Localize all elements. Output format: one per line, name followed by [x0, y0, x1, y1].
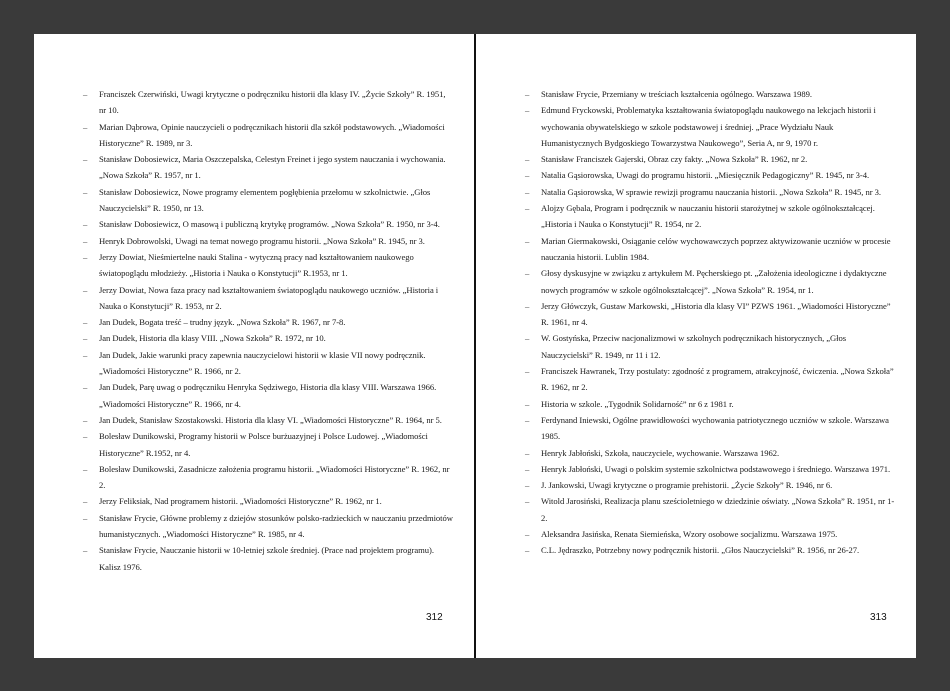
list-dash: –: [525, 235, 530, 246]
list-dash: –: [83, 219, 88, 230]
list-dash: –: [83, 186, 88, 197]
bibliography-entry: [83, 282, 453, 315]
entry-text: Marian Dąbrowa, Opinie nauczycieli o podręcznikach historii dla szkół podstawowych. „Wiadomości Historyczne” R. 1989, nr 3.: [99, 121, 445, 148]
bibliography-list-left: [83, 86, 453, 575]
entry-text: Bolesław Dunikowski, Programy historii w Polsce burżuazyjnej i Polsce Ludowej. „Wiadomości Historyczne” R.1952, nr 4.: [99, 431, 428, 458]
bibliography-entry: [83, 347, 453, 380]
entry-text: Jan Dudek, Parę uwag o podręczniku Henryka Sędziwego, Historia dla klasy VIII. Warszawa 1966. „Wiadomości Historyczne” R. 1966, nr 4.: [99, 382, 437, 409]
bibliography-entry: [525, 412, 895, 445]
entry-text: Jerzy Główczyk, Gustaw Markowski, „Historia dla klasy VI” PZWS 1961. „Wiadomości Historyczne” R. 1961, nr 4.: [541, 300, 891, 328]
list-dash: –: [525, 300, 530, 311]
list-dash: –: [525, 333, 530, 344]
bibliography-entry: [83, 330, 453, 346]
entry-text: W. Gostyńska, Przeciw nacjonalizmowi w szkolnych podręcznikach historycznych, „Głos Nauczycielski” R. 1949, nr 11 i 12.: [541, 333, 847, 360]
list-dash: –: [525, 545, 530, 556]
list-dash: –: [83, 235, 88, 246]
bibliography-entry: [83, 233, 453, 249]
bibliography-entry: [83, 314, 453, 330]
entry-text: Henryk Jabłoński, Uwagi o polskim systemie szkolnictwa podstawowego i średniego. Warszawa 1971.: [541, 463, 891, 474]
entry-text: Natalia Gąsiorowska, W sprawie rewizji programu nauczania historii. „Nowa Szkoła” R. 1945, nr 3.: [541, 186, 881, 197]
list-dash: –: [83, 496, 88, 507]
bibliography-entry: [525, 477, 895, 493]
right-page: [476, 34, 916, 658]
entry-text: Aleksandra Jasińska, Renata Siemieńska, Wzory osobowe socjalizmu. Warszawa 1975.: [541, 529, 838, 540]
left-page: [34, 34, 474, 658]
bibliography-entry: [525, 233, 895, 266]
entry-text: Bolesław Dunikowski, Zasadnicze założenia programu historii. „Wiadomości Historyczne” R. 1962, nr 2.: [99, 463, 450, 491]
entry-text: Jerzy Dowiat, Nieśmiertelne nauki Stalina - wytyczną pracy nad kształtowaniem naukowego światopoglądu młodzieży. „Historia i Nauka o Konstytucji” R.1953, nr 1.: [99, 251, 414, 279]
list-dash: –: [525, 105, 530, 116]
list-dash: –: [525, 529, 530, 540]
bibliography-entry: [83, 428, 453, 461]
page-number-right: 313: [870, 612, 887, 623]
list-dash: –: [525, 268, 530, 279]
entry-text: Stanisław Frycie, Główne problemy z dziejów stosunków polsko-radzieckich w nauczaniu przedmiotów humanistycznych. „Wiadomości Historyczne” R. 1985, nr 4.: [99, 512, 453, 540]
list-dash: –: [525, 89, 530, 99]
entry-text: Witold Jarosiński, Realizacja planu sześcioletniego w dziedzinie oświaty. „Nowa Szkoła” R. 1951, nr 1-2.: [541, 496, 895, 523]
list-dash: –: [83, 121, 88, 132]
bibliography-entry: [525, 102, 895, 151]
entry-text: Jan Dudek, Historia dla klasy VIII. „Nowa Szkoła” R. 1972, nr 10.: [99, 333, 326, 344]
bibliography-entry: [525, 542, 895, 558]
entry-text: Natalia Gąsiorowska, Uwagi do programu historii. „Miesięcznik Pedagogiczny” R. 1945, nr 3-4.: [541, 170, 870, 181]
list-dash: –: [83, 431, 88, 442]
page-number-left: 312: [426, 612, 443, 623]
list-dash: –: [525, 496, 530, 507]
entry-text: Stanisław Frycie, Przemiany w treściach kształcenia ogólnego. Warszawa 1989.: [541, 89, 812, 99]
bibliography-entry: [83, 412, 453, 428]
list-dash: –: [83, 512, 88, 523]
list-dash: –: [83, 284, 88, 295]
bibliography-entry: [525, 330, 895, 363]
entry-text: Jerzy Feliksiak, Nad programem historii. „Wiadomości Historyczne” R. 1962, nr 1.: [99, 496, 382, 507]
entry-text: Henryk Dobrowolski, Uwagi na temat nowego programu historii. „Nowa Szkoła” R. 1945, nr 3.: [99, 235, 425, 246]
list-dash: –: [83, 317, 88, 328]
entry-text: Jerzy Dowiat, Nowa faza pracy nad kształtowaniem światopoglądu naukowego uczniów. „Historia i Nauka o Konstytucji” R. 1953, nr 2.: [99, 284, 439, 311]
list-dash: –: [83, 333, 88, 344]
entry-text: Głosy dyskusyjne w związku z artykułem M. Pęcherskiego pt. „Założenia ideologiczne i dydaktyczne nowych programów w szkole ogólnokształcącej”. „Nowa Szkoła” R. 1954, nr 1.: [541, 268, 887, 295]
list-dash: –: [525, 480, 530, 491]
entry-text: Stanisław Dobosiewicz, O masową i publiczną krytykę programów. „Nowa Szkoła” R. 1950, nr 3-4.: [99, 219, 440, 230]
list-dash: –: [525, 186, 530, 197]
entry-text: Jan Dudek, Jakie warunki pracy zapewnia nauczycielowi historii w klasie VII nowy podręcznik. „Wiadomości Historyczne” R. 1966, nr 2.: [99, 349, 426, 377]
list-dash: –: [525, 463, 530, 474]
bibliography-entry: [83, 493, 453, 509]
list-dash: –: [83, 382, 88, 393]
bibliography-entry: [83, 216, 453, 232]
bibliography-entry: [83, 461, 453, 494]
bibliography-entry: [525, 363, 895, 396]
bibliography-entry: [83, 119, 453, 152]
bibliography-entry: [83, 249, 453, 282]
bibliography-entry: [525, 265, 895, 298]
bibliography-entry: [525, 396, 895, 412]
list-dash: –: [83, 154, 88, 165]
bibliography-entry: [525, 151, 895, 167]
entry-text: Stanisław Franciszek Gajerski, Obraz czy fakty. „Nowa Szkoła” R. 1962, nr 2.: [541, 154, 808, 165]
list-dash: –: [525, 154, 530, 165]
entry-text: Stanisław Dobosiewicz, Maria Oszczepalska, Celestyn Freinet i jego system nauczania i wychowania. „Nowa Szkoła” R. 1957, nr 1.: [99, 154, 446, 181]
entry-text: J. Jankowski, Uwagi krytyczne o programie prehistorii. „Życie Szkoły” R. 1946, nr 6.: [541, 480, 833, 491]
entry-text: Alojzy Gębala, Program i podręcznik w nauczaniu historii starożytnej w szkole ogólnokształcącej. „Historia i Nauka o Konstytucji” R. 1954, nr 2.: [541, 203, 875, 230]
list-dash: –: [83, 349, 88, 360]
entry-text: Stanisław Dobosiewicz, Nowe programy elementem pogłębienia przełomu w szkolnictwie. „Głos Nauczycielski” R. 1950, nr 13.: [99, 186, 431, 214]
bibliography-entry: [525, 167, 895, 183]
list-dash: –: [525, 447, 530, 458]
list-dash: –: [83, 545, 88, 556]
list-dash: –: [83, 463, 88, 474]
bibliography-entry: [525, 526, 895, 542]
list-dash: –: [83, 251, 88, 262]
bibliography-entry: [83, 542, 453, 575]
list-dash: –: [525, 170, 530, 181]
entry-text: Henryk Jabłoński, Szkoła, nauczyciele, wychowanie. Warszawa 1962.: [541, 447, 780, 458]
list-dash: –: [83, 414, 88, 425]
list-dash: –: [83, 89, 88, 99]
entry-text: Franciszek Hawranek, Trzy postulaty: zgodność z programem, atrakcyjność, ćwiczenia. „Nowa Szkoła” R. 1962, nr 2.: [541, 366, 894, 393]
bibliography-entry: [525, 184, 895, 200]
bibliography-entry: [525, 493, 895, 526]
bibliography-entry: [83, 184, 453, 217]
bibliography-entry: [525, 461, 895, 477]
entry-text: C.L. Jędraszko, Potrzebny nowy podręcznik historii. „Głos Nauczycielski” R. 1956, nr 26-27.: [541, 545, 860, 556]
list-dash: –: [525, 398, 530, 409]
bibliography-entry: [525, 298, 895, 331]
list-dash: –: [525, 366, 530, 377]
entry-text: Franciszek Czerwiński, Uwagi krytyczne o podręczniku historii dla klasy IV. „Życie Szkoły” R. 1951, nr 10.: [99, 89, 446, 116]
list-dash: –: [525, 414, 530, 425]
bibliography-entry: [525, 200, 895, 233]
list-dash: –: [525, 203, 530, 214]
entry-text: Marian Giermakowski, Osiąganie celów wychowawczych poprzez aktywizowanie uczniów w procesie nauczania historii. Lublin 1984.: [541, 235, 891, 262]
bibliography-entry: [83, 86, 453, 119]
entry-text: Stanisław Frycie, Nauczanie historii w 10-letniej szkole średniej. (Prace nad projektem programu). Kalisz 1976.: [99, 545, 434, 572]
bibliography-list-right: [525, 86, 895, 559]
entry-text: Edmund Fryckowski, Problematyka kształtowania światopoglądu naukowego na lekcjach historii i wychowania obywatelskiego w szkole podstawowej i średniej. „Prace Wydziału Nauk Humanistycznych Bydgoskiego Towarzystwa Naukowego”, Seria A, nr 9, 1970 r.: [541, 105, 876, 148]
entry-text: Historia w szkole. „Tygodnik Solidarność” nr 6 z 1981 r.: [541, 398, 734, 409]
bibliography-entry: [525, 86, 895, 102]
bibliography-entry: [83, 510, 453, 543]
bibliography-entry: [83, 379, 453, 412]
entry-text: Ferdynand Iniewski, Ogólne prawidłowości wychowania patriotycznego uczniów w szkole. Warszawa 1985.: [541, 414, 889, 442]
entry-text: Jan Dudek, Stanisław Szostakowski. Historia dla klasy VI. „Wiadomości Historyczne” R. 1964, nr 5.: [99, 414, 442, 425]
bibliography-entry: [83, 151, 453, 184]
bibliography-entry: [525, 445, 895, 461]
entry-text: Jan Dudek, Bogata treść – trudny język. „Nowa Szkoła” R. 1967, nr 7-8.: [99, 317, 346, 328]
